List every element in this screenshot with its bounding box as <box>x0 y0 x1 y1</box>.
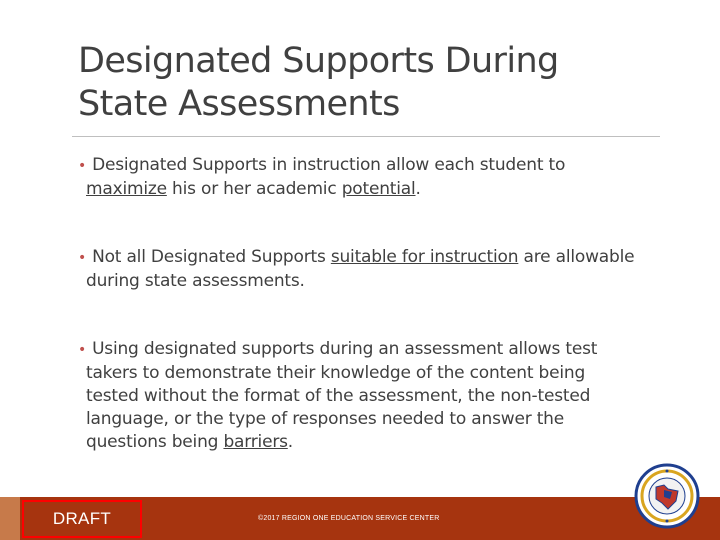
bullet-1-text-1: Designated Supports in instruction allow each student to <box>92 155 566 175</box>
bullet-2-text-2: are allowable <box>518 247 635 267</box>
draft-label: DRAFT <box>52 509 112 528</box>
bullet-dot-icon: • <box>78 250 87 266</box>
bullet-item-3 <box>70 338 688 454</box>
bullet-3-line-4: language, or the type of responses needed to answer the <box>86 409 565 429</box>
slide-title <box>78 40 678 126</box>
bullet-dot-icon: • <box>78 158 87 174</box>
bullet-3-line-2: takers to demonstrate their knowledge of the content being <box>86 363 586 383</box>
bullet-3-line-5: questions being <box>86 432 224 452</box>
bullet-2-line-2: during state assessments. <box>86 271 305 291</box>
title-line-1: Designated Supports During <box>78 41 559 81</box>
title-divider <box>72 136 660 137</box>
region-one-seal-icon <box>634 463 700 529</box>
bullet-item-2 <box>70 246 688 293</box>
bullet-dot-icon: • <box>78 342 87 358</box>
bullet-1-underlined-potential: potential <box>341 179 416 199</box>
footer-accent <box>0 497 20 540</box>
bullet-3-line-3: tested without the format of the assessment, the non-tested <box>86 386 591 406</box>
bullet-2-text-1: Not all Designated Supports <box>92 247 331 267</box>
copyright-text: ©2017 REGION ONE EDUCATION SERVICE CENTER <box>258 515 440 522</box>
title-line-2: State Assessments <box>78 84 400 124</box>
bullet-1-text-2: his or her academic <box>166 179 342 199</box>
bullet-3-text-end: . <box>287 432 293 452</box>
bullet-1-text-3: . <box>415 179 421 199</box>
bullet-3-underlined-barriers: barriers <box>223 432 288 452</box>
bullet-3-line-1: Using designated supports during an assessment allows test <box>92 339 598 359</box>
draft-badge <box>22 500 142 538</box>
bullet-item-1 <box>70 154 688 201</box>
bullet-2-underlined-suitable: suitable for instruction <box>330 247 519 267</box>
bullet-1-underlined-maximize: maximize <box>86 179 167 199</box>
